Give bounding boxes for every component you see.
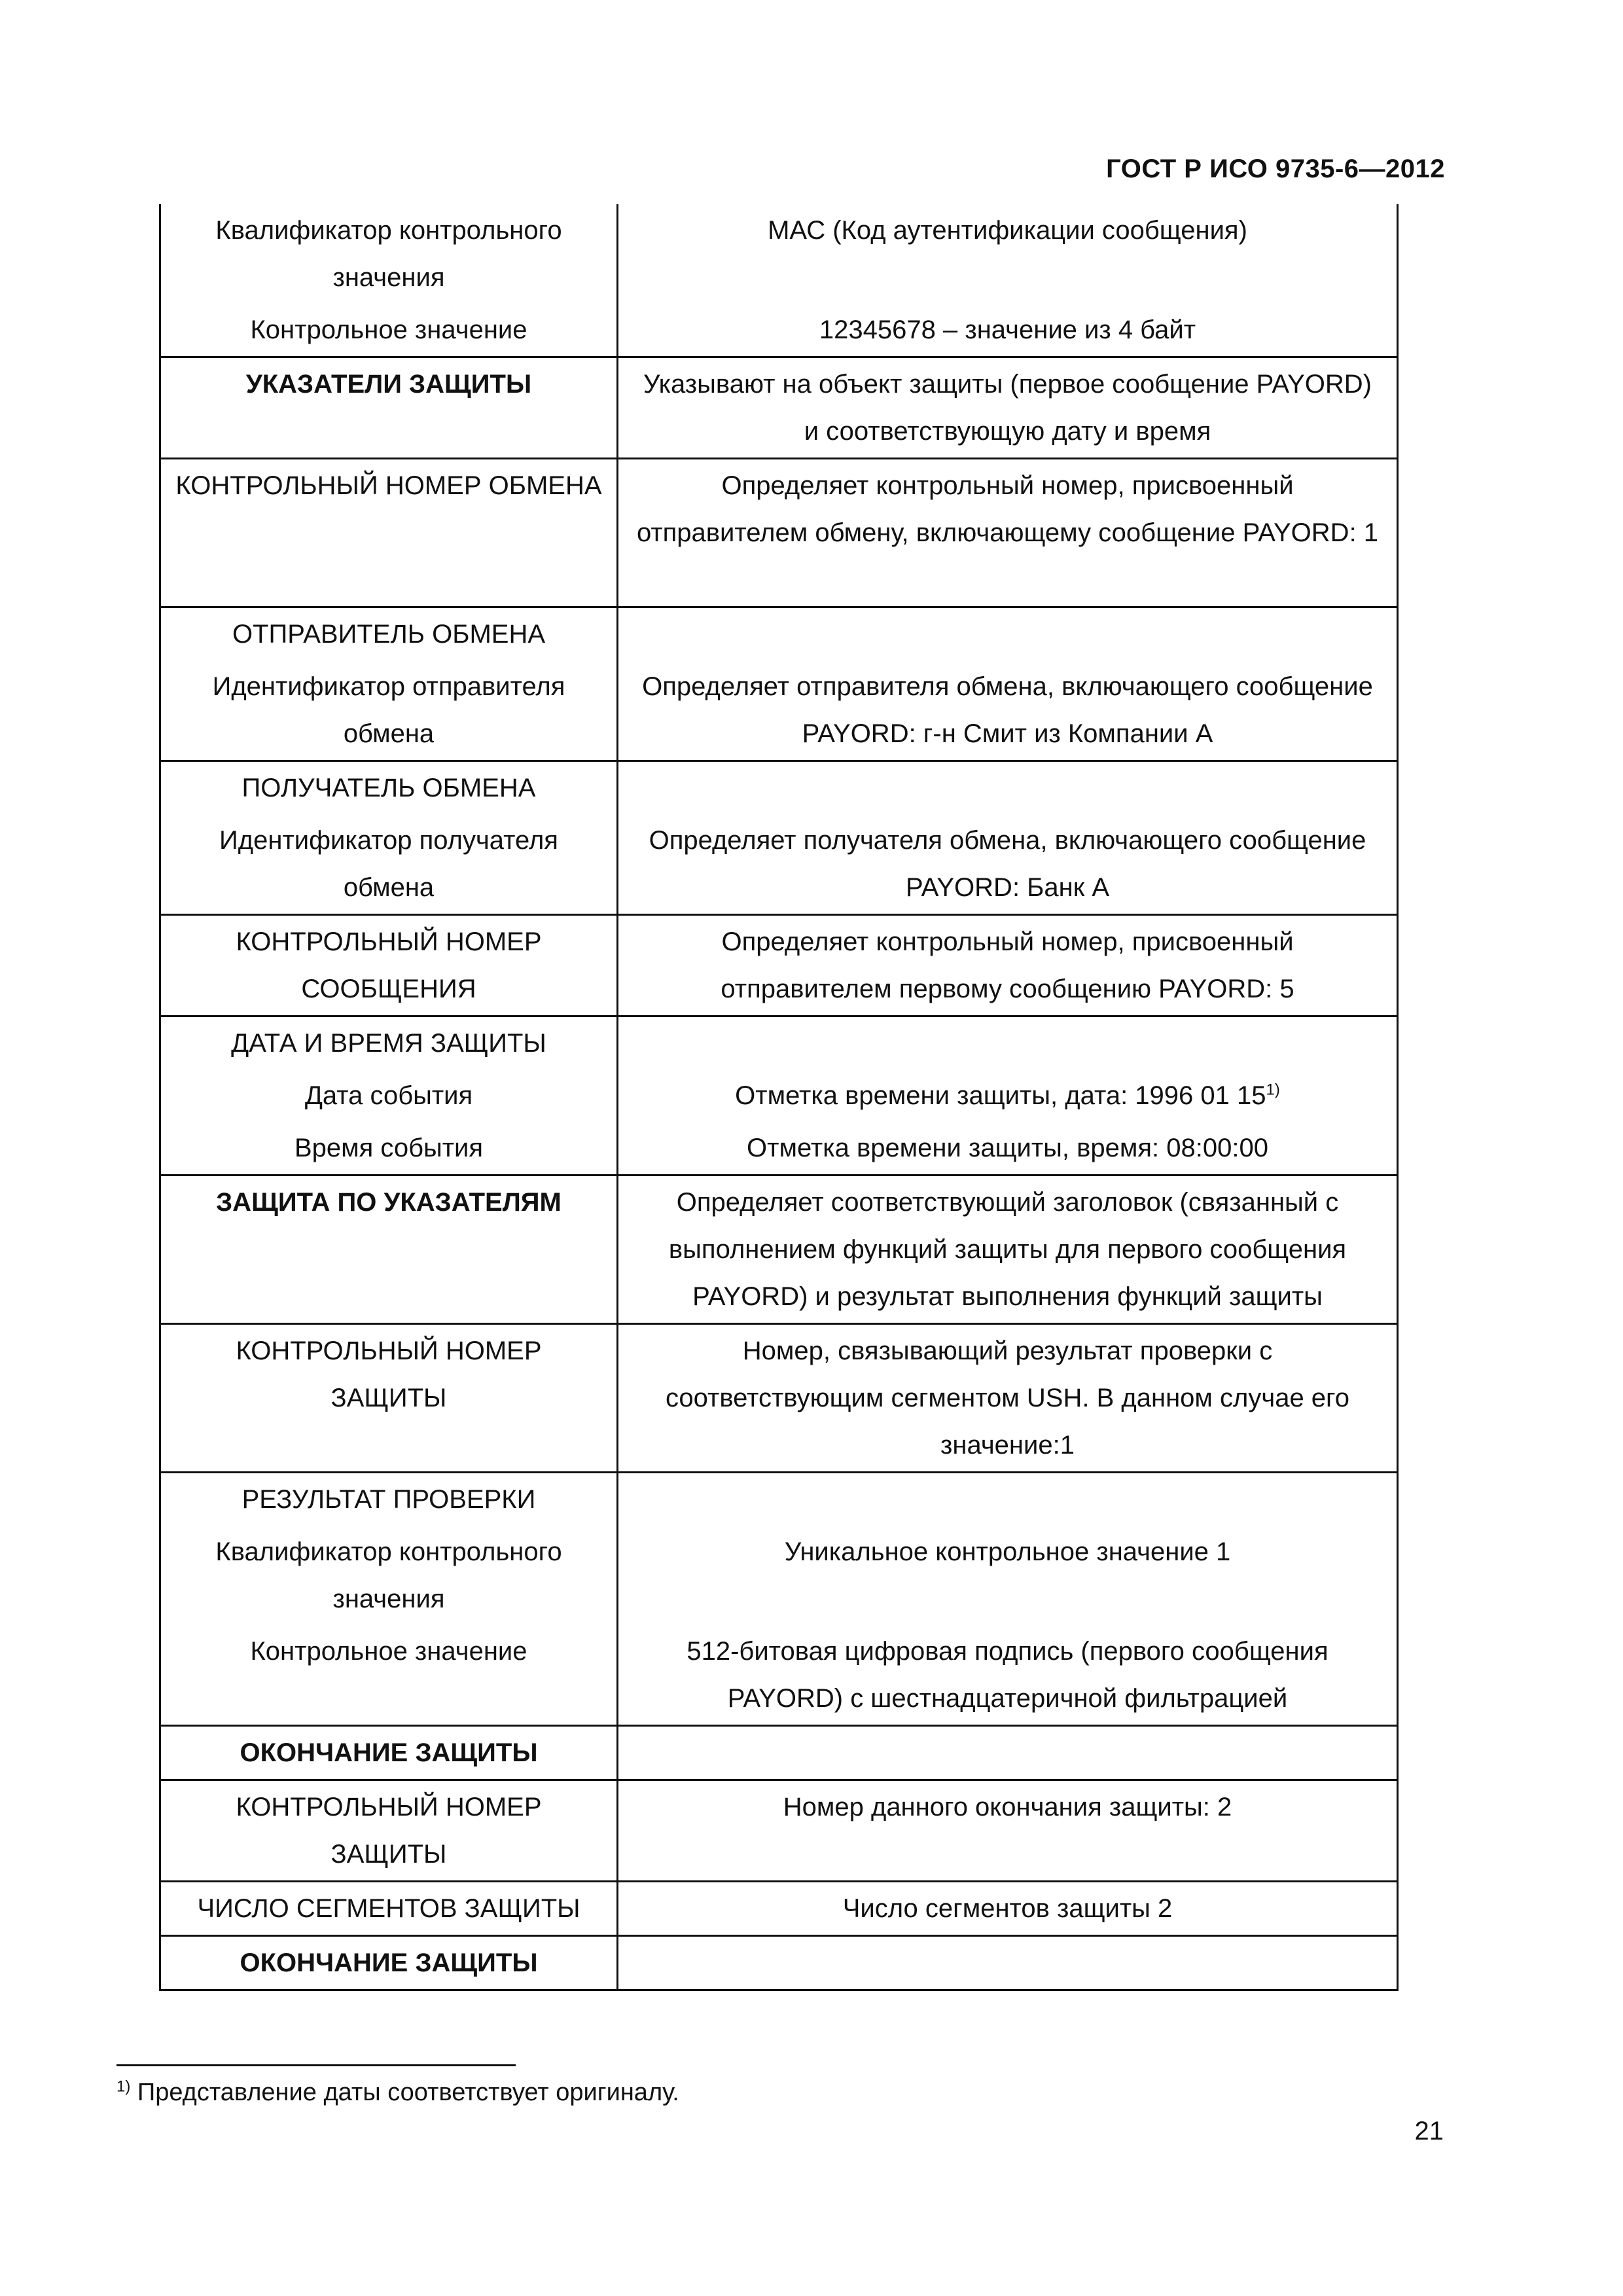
field-description — [633, 1781, 1382, 1880]
field-name — [175, 1122, 602, 1174]
field-name-cell — [160, 1016, 618, 1175]
field-description — [633, 1727, 1382, 1779]
cell-text: Определяет отправителя обмена, включающего сообщение PAYORD: г-н Смит из Компании А — [642, 672, 1373, 748]
field-name — [175, 1781, 602, 1880]
table-row — [160, 357, 1398, 459]
cell-text: Число сегментов защиты 2 — [842, 1894, 1173, 1923]
cell-text: ОКОНЧАНИЕ ЗАЩИТЫ — [240, 1948, 538, 1977]
field-name — [175, 916, 602, 1015]
field-description — [633, 916, 1382, 1015]
table-row — [160, 607, 1398, 761]
cell-text: Определяет получателя обмена, включающего сообщение PAYORD: Банк А — [649, 826, 1366, 902]
field-name — [175, 660, 602, 760]
table-row — [160, 761, 1398, 915]
field-name-cell — [160, 1175, 618, 1324]
cell-text: Отметка времени защиты, время: 08:00:00 — [747, 1134, 1268, 1162]
field-description-cell — [618, 1473, 1398, 1726]
field-name — [175, 1625, 602, 1725]
field-name-cell — [160, 204, 618, 357]
field-description — [633, 1176, 1382, 1323]
table-row — [160, 1175, 1398, 1324]
field-description — [633, 1937, 1382, 1989]
field-description — [633, 1325, 1382, 1471]
field-name-cell — [160, 1473, 618, 1726]
field-name — [175, 1937, 602, 1989]
cell-text: ЗАЩИТА ПО УКАЗАТЕЛЯМ — [216, 1188, 562, 1217]
table-row — [160, 459, 1398, 607]
field-name-cell — [160, 1324, 618, 1473]
footnote-reference: 1) — [1266, 1081, 1280, 1099]
cell-text: ДАТА И ВРЕМЯ ЗАЩИТЫ — [231, 1029, 546, 1058]
cell-text: КОНТРОЛЬНЫЙ НОМЕР ЗАЩИТЫ — [236, 1793, 542, 1869]
cell-text: Контрольное значение — [250, 1637, 527, 1666]
field-name — [175, 814, 602, 914]
cell-text: Указывают на объект защиты (первое сообщение PAYORD) и соответствующую дату и время — [643, 370, 1372, 446]
cell-text: 12345678 – значение из 4 байт — [819, 315, 1196, 344]
table-row — [160, 915, 1398, 1016]
cell-text: Определяет контрольный номер, присвоенный отправителем первому сообщению PAYORD: 5 — [721, 927, 1294, 1003]
field-description-cell — [618, 607, 1398, 761]
cell-text: ОТПРАВИТЕЛЬ ОБМЕНА — [232, 620, 546, 649]
field-description-cell — [618, 1175, 1398, 1324]
field-name — [175, 1325, 602, 1471]
field-name-cell — [160, 357, 618, 459]
table-row — [160, 1324, 1398, 1473]
field-name-cell — [160, 1726, 618, 1780]
field-name-cell — [160, 459, 618, 607]
field-description-cell — [618, 1726, 1398, 1780]
table-row — [160, 1780, 1398, 1882]
cell-text: Номер данного окончания защиты: 2 — [783, 1793, 1232, 1821]
table-row — [160, 204, 1398, 357]
field-name — [175, 358, 602, 457]
field-description-cell — [618, 459, 1398, 607]
cell-text: Квалификатор контрольного значения — [215, 216, 562, 292]
cell-text: Определяет контрольный номер, присвоенный отправителем обмену, включающему сообщение PAYORD: 1 — [636, 471, 1379, 547]
field-name — [175, 1017, 602, 1069]
page-number: 21 — [1414, 2117, 1444, 2145]
footnote — [116, 2076, 679, 2109]
cell-text: 512-битовая цифровая подпись (первого сообщения PAYORD) с шестнадцатеричной фильтрацией — [687, 1637, 1329, 1713]
field-name-cell — [160, 1936, 618, 1990]
field-name — [175, 762, 602, 814]
footnote-separator — [116, 2064, 516, 2066]
field-description — [633, 1017, 1382, 1069]
field-name-cell — [160, 1882, 618, 1936]
field-name-cell — [160, 915, 618, 1016]
cell-text: ЧИСЛО СЕГМЕНТОВ ЗАЩИТЫ — [197, 1894, 580, 1923]
cell-text: Номер, связывающий результат проверки с соответствующим сегментом USH. В данном случае его значение:1 — [665, 1336, 1350, 1460]
field-description-cell — [618, 915, 1398, 1016]
field-name — [175, 304, 602, 356]
field-description — [633, 814, 1382, 914]
field-name-cell — [160, 607, 618, 761]
field-description — [633, 1625, 1382, 1725]
field-name-cell — [160, 1780, 618, 1882]
field-description — [633, 1526, 1382, 1625]
cell-text: Квалификатор контрольного значения — [215, 1537, 562, 1613]
cell-text: Время события — [294, 1134, 484, 1162]
cell-text: КОНТРОЛЬНЫЙ НОМЕР ОБМЕНА — [175, 471, 602, 500]
field-name — [175, 1176, 602, 1323]
footnote-text: Представление даты соответствует оригиналу. — [130, 2079, 679, 2106]
table-row — [160, 1016, 1398, 1175]
cell-text: ПОЛУЧАТЕЛЬ ОБМЕНА — [241, 774, 536, 802]
field-name — [175, 1882, 602, 1935]
cell-text: Определяет соответствующий заголовок (связанный с выполнением функций защиты для первого сообщения PAYORD) и результат выполнения функций защиты — [668, 1188, 1347, 1311]
field-name-cell — [160, 761, 618, 915]
cell-text: Идентификатор отправителя обмена — [212, 672, 565, 748]
field-description-cell — [618, 357, 1398, 459]
field-description — [633, 660, 1382, 760]
cell-text: КОНТРОЛЬНЫЙ НОМЕР СООБЩЕНИЯ — [236, 927, 542, 1003]
cell-text: ОКОНЧАНИЕ ЗАЩИТЫ — [240, 1738, 538, 1767]
cell-text: Идентификатор получателя обмена — [219, 826, 558, 902]
field-description — [633, 459, 1382, 606]
cell-text: Уникальное контрольное значение 1 — [784, 1537, 1231, 1566]
field-name — [175, 608, 602, 660]
field-description — [633, 762, 1382, 814]
field-name — [175, 204, 602, 304]
field-name — [175, 1727, 602, 1779]
cell-text: Контрольное значение — [250, 315, 527, 344]
field-description-cell — [618, 1324, 1398, 1473]
cell-text: Отметка времени защиты, дата: 1996 01 15 — [735, 1081, 1266, 1110]
security-segment-table — [159, 204, 1399, 1991]
cell-text: КОНТРОЛЬНЫЙ НОМЕР ЗАЩИТЫ — [236, 1336, 542, 1412]
table-row — [160, 1726, 1398, 1780]
field-description-cell — [618, 1016, 1398, 1175]
field-description — [633, 1473, 1382, 1526]
footnote-marker: 1) — [116, 2077, 131, 2096]
field-name — [175, 459, 602, 606]
field-name — [175, 1473, 602, 1526]
field-description-cell — [618, 1936, 1398, 1990]
field-description — [633, 608, 1382, 660]
table-row — [160, 1473, 1398, 1726]
field-description-cell — [618, 1780, 1398, 1882]
field-description — [633, 358, 1382, 457]
field-description — [633, 1069, 1382, 1122]
field-description — [633, 204, 1382, 304]
field-name — [175, 1069, 602, 1122]
cell-text: МАС (Код аутентификации сообщения) — [768, 216, 1247, 245]
cell-text: УКАЗАТЕЛИ ЗАЩИТЫ — [245, 370, 532, 399]
table-row — [160, 1882, 1398, 1936]
table-row — [160, 1936, 1398, 1990]
cell-text: Дата события — [304, 1081, 473, 1110]
field-description — [633, 1882, 1382, 1935]
field-description-cell — [618, 204, 1398, 357]
field-description-cell — [618, 761, 1398, 915]
field-description — [633, 304, 1382, 356]
field-description-cell — [618, 1882, 1398, 1936]
field-description — [633, 1122, 1382, 1174]
table-body — [160, 204, 1398, 1990]
field-name — [175, 1526, 602, 1625]
document-header: ГОСТ Р ИСО 9735-6—2012 — [1106, 154, 1445, 183]
cell-text: РЕЗУЛЬТАТ ПРОВЕРКИ — [241, 1485, 536, 1514]
